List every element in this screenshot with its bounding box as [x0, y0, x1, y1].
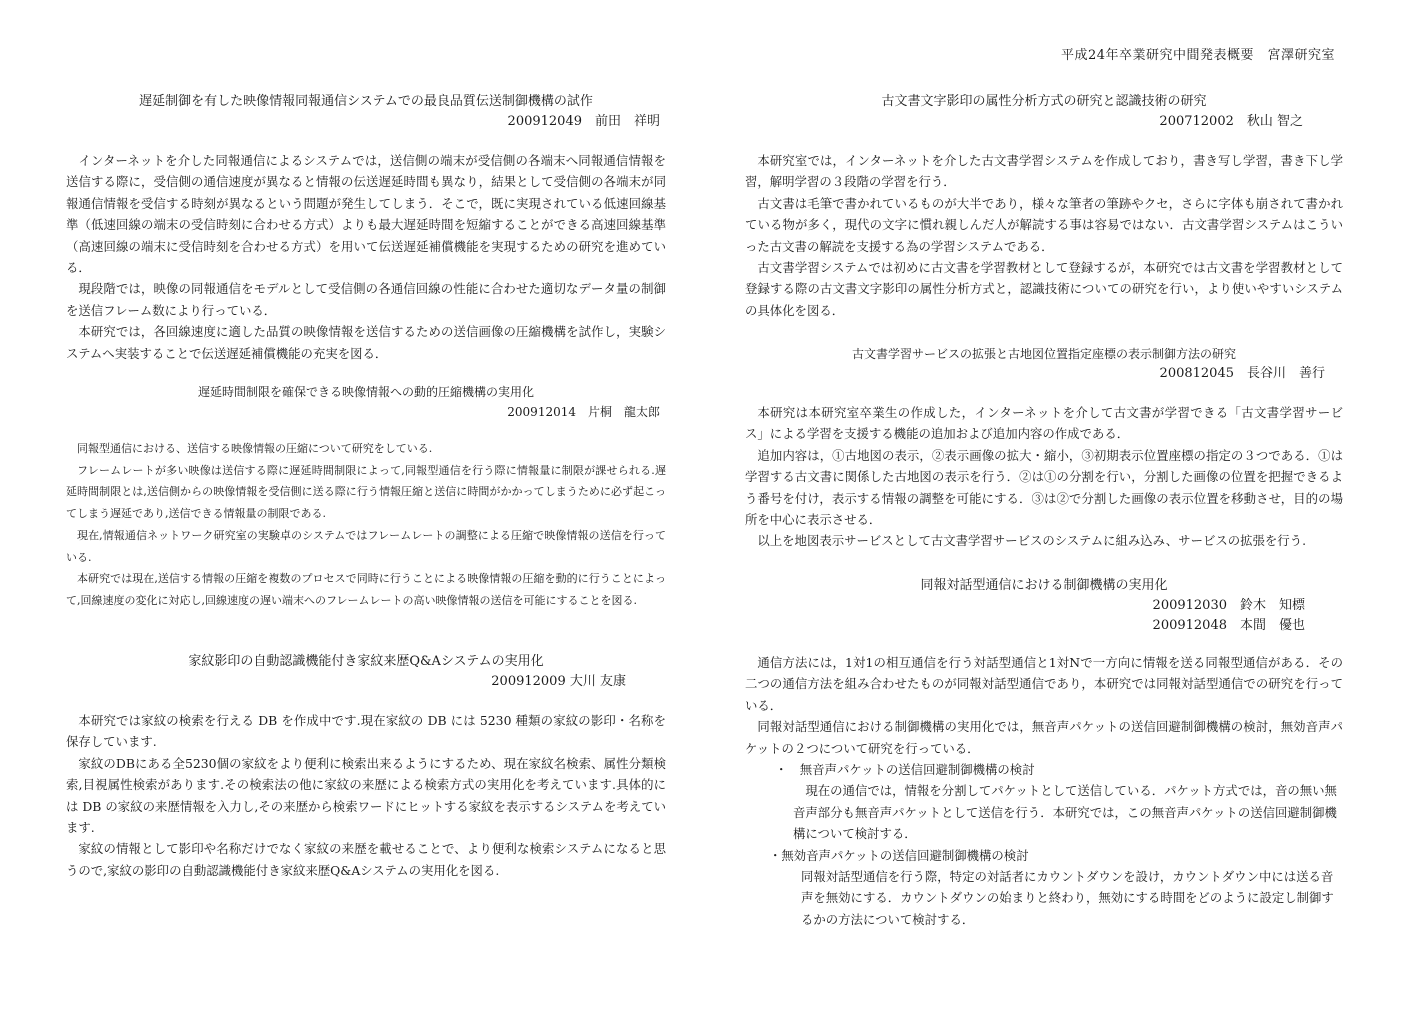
paragraph: 本研究は本研究室卒業生の作成した，インターネットを介して古文書が学習できる「古文書学習サービス」による学習を支援する機能の追加および追加内容の作成である．: [745, 405, 1343, 442]
paragraph: 家紋のDBにある全5230個の家紋をより便利に検索出来るようにするため、現在家紋名検索、属性分類検索,目視属性検索があります.その検索法の他に家紋の来歴による検索方式の実用化を考えています.具体的には DB の家紋の来歴情報を入力し,その来歴から検索ワードにヒットする家紋を表示するシステムを考えています.: [66, 755, 666, 836]
bullet-heading: ・ 無音声パケットの送信回避制御機構の検討: [775, 762, 1035, 778]
paragraph: 同報型通信における、送信する映像情報の圧縮について研究をしている.: [77, 442, 433, 455]
paragraph: 同報対話型通信における制御機構の実用化では，無音声パケットの送信回避制御機構の検討，無効音声パケットの２つについて研究を行っている．: [745, 719, 1343, 756]
abstract-author: 200712002 秋山 智之: [1159, 114, 1303, 129]
abstract-title: 古文書学習サービスの拡張と古地図位置指定座標の表示制御方法の研究: [851, 347, 1236, 361]
abstract-akiyama: [745, 92, 1343, 321]
paragraph: 本研究では現在,送信する情報の圧縮を複数のプロセスで同時に行うことによる映像情報の圧縮を動的に行うことによって,回線速度の変化に対応し,回線速度の遅い端末へのフレームレートの高い映像情報の送信を可能にすることを図る.: [66, 572, 666, 607]
paragraph: 本研究では，各回線速度に適した品質の映像情報を送信するための送信画像の圧縮機構を試作し，実験システムへ実装することで伝送遅延補償機能の充実を図る．: [66, 324, 666, 361]
page-header: 平成24年卒業研究中間発表概要 宮澤研究室: [1060, 48, 1335, 63]
abstract-author: 200812045 長谷川 善行: [1159, 366, 1325, 381]
abstract-author: 200912014 片桐 龍太郎: [507, 405, 660, 419]
abstract-author: 200912048 本間 優也: [1152, 618, 1305, 633]
bullet-heading: ・無効音声パケットの送信回避制御機構の検討: [769, 847, 1029, 863]
abstract-title: 遅延時間制限を確保できる映像情報への動的圧縮機構の実用化: [197, 385, 534, 399]
abstract-title: 同報対話型通信における制御機構の実用化: [920, 578, 1168, 593]
paragraph: 家紋の情報として影印や名称だけでなく家紋の来歴を載せることで、より便利な検索システムになると思うので,家紋の影印の自動認識機能付き家紋来歴Q&Aシステムの実用化を図る.: [66, 841, 666, 878]
abstract-author: 200912049 前田 祥明: [507, 114, 660, 129]
paragraph: 本研究では家紋の検索を行える DB を作成中です.現在家紋の DB には 5230 種類の家紋の影印・名称を保存しています.: [66, 713, 666, 750]
abstract-maeda: [66, 92, 666, 364]
paragraph: 現在,情報通信ネットワーク研究室の実験卓のシステムではフレームレートの調整による圧縮で映像情報の送信を行っている.: [66, 528, 666, 564]
abstract-suzuki-homma: [745, 576, 1343, 930]
abstract-title: 家紋影印の自動認識機能付き家紋来歴Q&Aシステムの実用化: [188, 654, 544, 669]
paragraph: フレームレートが多い映像は送信する際に遅延時間制限によって,同報型通信を行う際に情報量に制限が課せられる.遅延時間制限とは,送信側からの映像情報を受信側に送る際に行う情報圧縮と送信に時間がかかってしまうために必ず起こってしまう遅延であり,送信できる情報量の制限である.: [66, 463, 666, 521]
abstract-author: 200912009 大川 友康: [491, 674, 626, 689]
paragraph: インターネットを介した同報通信によるシステムでは，送信側の端末が受信側の各端末へ同報通信情報を送信する際に，受信側の通信速度が異なると情報の伝送遅延時間も異なり，結果として受信側の各端末が同報通信情報を受信する時刻が異なるという問題が発生してしまう．そこで，既に実現されている低速回線基準（低速回線の端末の受信時刻に合わせる方式）よりも最大遅延時間を短縮することができる高速回線基準（高速回線の端末に受信時刻を合わせる方式）を用いて伝送遅延補償機能を実現するための研究を進めている．: [66, 153, 666, 276]
paragraph: 本研究室では，インターネットを介した古文書学習システムを作成しており，書き写し学習，書き下し学習，解明学習の３段階の学習を行う．: [745, 153, 1343, 190]
abstract-katagiri: [66, 382, 666, 612]
abstract-hasegawa: [745, 344, 1343, 552]
paragraph: 追加内容は，①古地図の表示，②表示画像の拡大・縮小，③初期表示位置座標の指定の３つである．①は学習する古文書に関係した古地図の表示を行う．②は①の分割を行い，分割した画像の位置を把握できるよう番号を付け，表示する情報の調整を可能にする．③は②で分割した画像の表示位置を移動させ，目的の場所を中心に表示させる．: [745, 447, 1343, 528]
paragraph: 古文書は毛筆で書かれているものが大半であり，様々な筆者の筆跡やクセ，さらに字体も崩されて書かれている物が多く，現代の文字に慣れ親しんだ人が解読する事は容易ではない．古文書学習システムはこういった古文書の解読を支援する為の学習システムである．: [745, 195, 1343, 254]
abstract-okawa: [66, 652, 666, 881]
paragraph: 現段階では，映像の同報通信をモデルとして受信側の各通信回線の性能に合わせた適切なデータ量の制御を送信フレーム数により行っている．: [66, 281, 666, 318]
bullet-body: 現在の通信では，情報を分割してパケットとして送信している．パケット方式では，音の無い無音声部分も無音声パケットとして送信を行う．本研究では，この無音声パケットの送信回避制御機構について検討する．: [793, 783, 1337, 842]
paragraph: 古文書学習システムでは初めに古文書を学習教材として登録するが，本研究では古文書を学習教材として登録する際の古文書文字影印の属性分析方式と，認識技術についての研究を行い，より使いやすいシステムの具体化を図る．: [745, 260, 1343, 318]
bullet-body: 同報対話型通信を行う際，特定の対話者にカウントダウンを設け，カウントダウン中には送る音声を無効にする．カウントダウンの始まりと終わり，無効にする時間をどのように設定し制御するかの方法について検討する．: [801, 869, 1334, 927]
paragraph: 通信方法には，1対1の相互通信を行う対話型通信と1対Nで一方向に情報を送る同報型通信がある．その二つの通信方法を組み合わせたものが同報対話型通信であり，本研究では同報対話型通信での研究を行っている．: [745, 655, 1343, 713]
abstract-title: 古文書文字影印の属性分析方式の研究と認識技術の研究: [881, 94, 1207, 109]
abstract-author: 200912030 鈴木 知標: [1152, 598, 1305, 613]
paragraph: 以上を地図表示サービスとして古文書学習サービスのシステムに組み込み、サービスの拡張を行う.: [757, 533, 1307, 549]
abstract-title: 遅延制御を有した映像情報同報通信システムでの最良品質伝送制御機構の試作: [139, 94, 593, 109]
